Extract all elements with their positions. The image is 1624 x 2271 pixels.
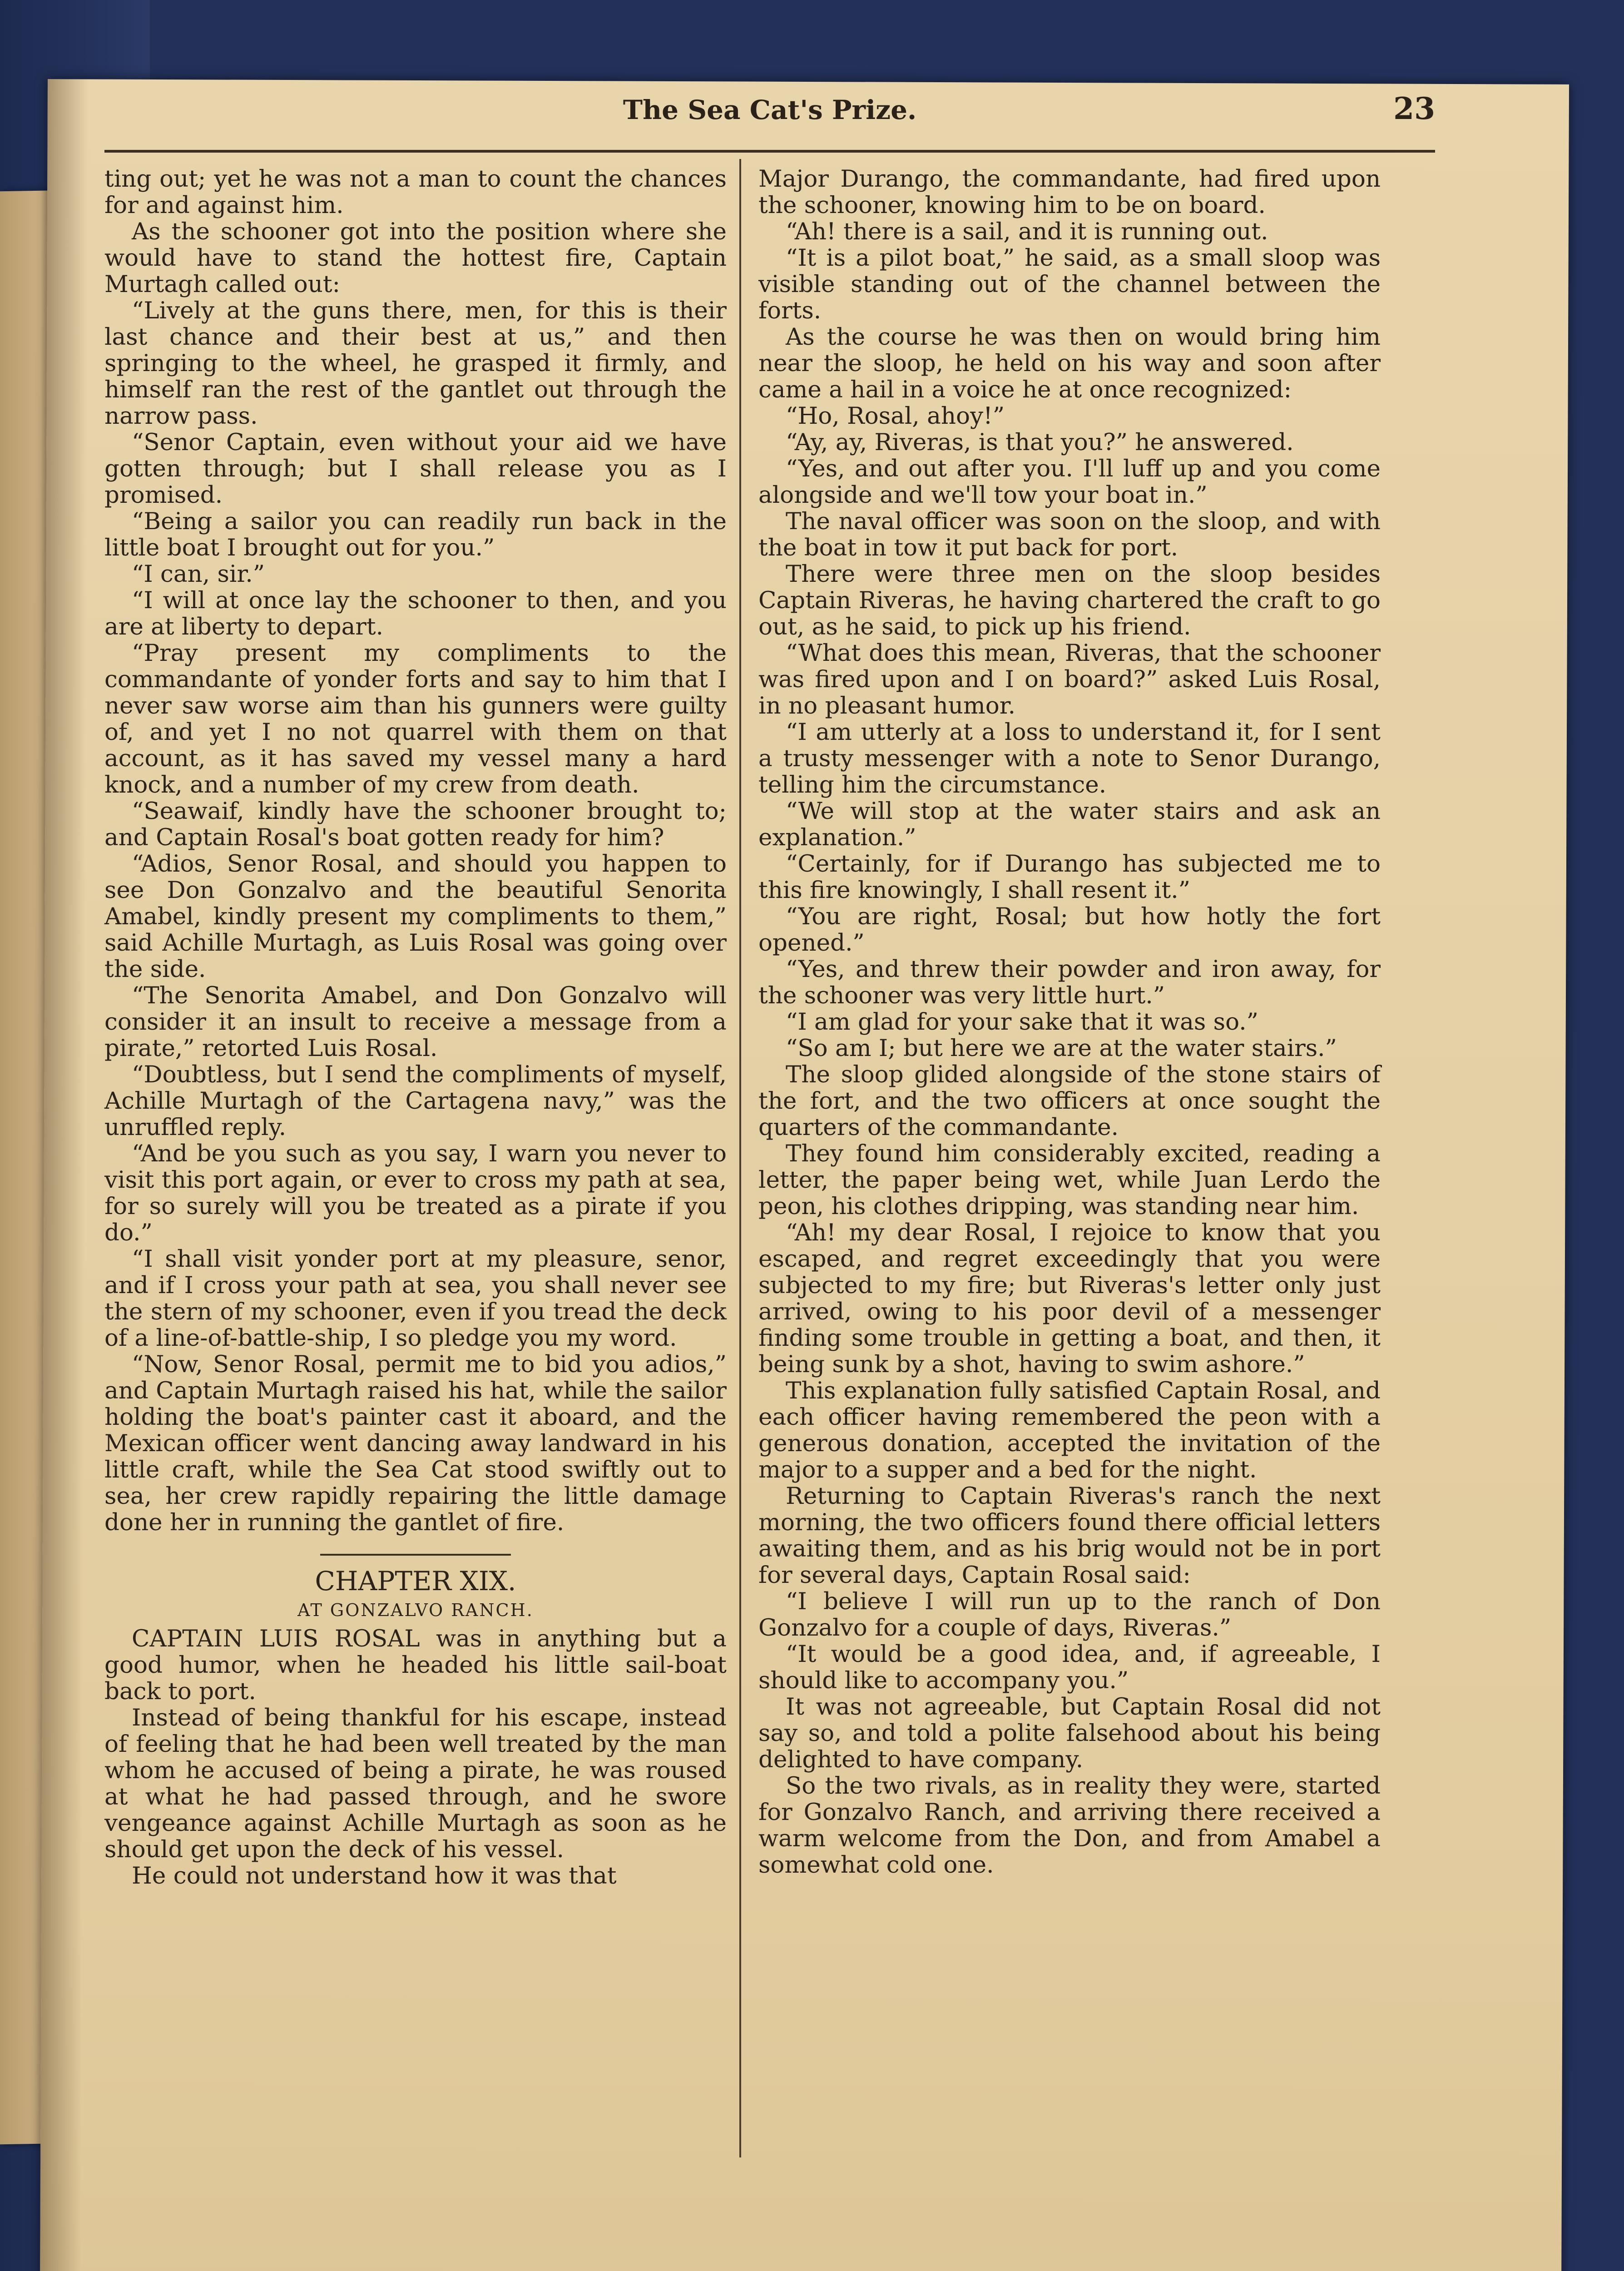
chapter-rule [320, 1554, 511, 1556]
paragraph: The sloop glided alongside of the stone stairs of the fort, and the two officers at once sought the quarters of the commandante. [758, 1061, 1381, 1141]
paragraph: “Yes, and out after you. I'll luff up and you come alongside and we'll tow your boat in.” [758, 455, 1381, 509]
paragraph: “Certainly, for if Durango has subjected me to this fire knowingly, I shall resent it.” [758, 850, 1381, 904]
paragraph: He could not understand how it was that [132, 1862, 617, 1889]
paragraph: Instead of being thankful for his escape, instead of feeling that he had been well treated by the man whom he accused of being a pirate, he was roused at what he had passed through, and he swore vengeance against Achille Murtagh as soon as he should get upon the deck of his vessel. [104, 1704, 727, 1863]
paragraph: “I am utterly at a loss to understand it, for I sent a trusty messenger with a note to Senor Durango, telling him the circumstance. [758, 719, 1381, 798]
paragraph: “Ay, ay, Riveras, is that you?” he answered. [786, 429, 1294, 456]
paragraph: “Ah! my dear Rosal, I rejoice to know that you escaped, and regret exceedingly that you were subjected to my fire; but Riveras's letter only just arrived, owing to his poor devil of a messenger finding some trouble in getting a boat, and then, it being sunk by a shot, having to swim ashore.” [758, 1219, 1381, 1378]
paragraph: “It would be a good idea, and, if agreeable, I should like to accompany you.” [758, 1641, 1381, 1694]
paragraph: As the course he was then on would bring him near the sloop, he held on his way and soon after came a hail in a voice he at once recognized: [758, 323, 1381, 403]
paragraph: It was not agreeable, but Captain Rosal did not say so, and told a polite falsehood about his being delighted to have company. [758, 1693, 1381, 1773]
paragraph: “You are right, Rosal; but how hotly the fort opened.” [758, 903, 1381, 957]
paragraph: “We will stop at the water stairs and ask an explanation.” [758, 798, 1381, 851]
paragraph: “Pray present my compliments to the commandante of yonder forts and say to him that I never saw worse aim than his gunners were guilty of, and yet I no not quarrel with them on that account, as it has saved my vessel many a hard knock, and a number of my crew from death. [104, 640, 727, 798]
paragraph: Major Durango, the commandante, had fired upon the schooner, knowing him to be on board. [758, 165, 1381, 219]
running-head-title: The Sea Cat's Prize. [623, 94, 917, 125]
column-divider [739, 159, 741, 2157]
left-column [104, 166, 727, 1889]
paragraph: CAPTAIN LUIS ROSAL was in anything but a good humor, when he headed his little sail-boat back to port. [104, 1625, 727, 1705]
paragraph: ting out; yet he was not a man to count the chances for and against him. [104, 165, 727, 219]
paragraph: Returning to Captain Riveras's ranch the next morning, the two officers found there official letters awaiting them, and as his brig would not be in port for several days, Captain Rosal said: [758, 1483, 1381, 1589]
paragraph: As the schooner got into the position where she would have to stand the hottest fire, Captain Murtagh called out: [104, 218, 727, 298]
paragraph: “And be you such as you say, I warn you never to visit this port again, or ever to cross my path at sea, for so surely will you be treated as a pirate if you do.” [104, 1140, 727, 1246]
chapter-subtitle: AT GONZALVO RANCH. [297, 1600, 534, 1620]
paragraph: They found him considerably excited, reading a letter, the paper being wet, while Juan Lerdo the peon, his clothes dripping, was standing near him. [758, 1140, 1381, 1220]
paragraph: So the two rivals, as in reality they were, started for Gonzalvo Ranch, and arriving there received a warm welcome from the Don, and from Amabel a somewhat cold one. [758, 1772, 1381, 1879]
paragraph: “I will at once lay the schooner to then, and you are at liberty to depart. [104, 587, 727, 640]
spine-shadow [40, 79, 89, 2271]
paragraph: “Lively at the guns there, men, for this is their last chance and their best at us,” and then springing to the wheel, he grasped it firmly, and himself ran the rest of the gantlet out through the narrow pass. [104, 297, 727, 430]
paragraph: “So am I; but here we are at the water stairs.” [786, 1035, 1337, 1062]
paragraph: “Now, Senor Rosal, permit me to bid you adios,” and Captain Murtagh raised his hat, while the sailor holding the boat's painter cast it aboard, and the Mexican officer went dancing away landward in his little craft, while the Sea Cat stood swiftly out to sea, her crew rapidly repairing the little damage done her in running the gantlet of fire. [104, 1351, 727, 1536]
paragraph: “Senor Captain, even without your aid we have gotten through; but I shall release you as I promised. [104, 429, 727, 509]
paragraph: “Doubtless, but I send the compliments of myself, Achille Murtagh of the Cartagena navy,” was the unruffled reply. [104, 1061, 727, 1141]
chapter-heading: CHAPTER XIX. [315, 1566, 516, 1597]
paragraph: “What does this mean, Riveras, that the schooner was fired upon and I on board?” asked Luis Rosal, in no pleasant humor. [758, 640, 1381, 719]
paragraph: “I can, sir.” [132, 560, 265, 588]
paragraph: “I shall visit yonder port at my pleasure, senor, and if I cross your path at sea, you shall never see the stern of my schooner, even if you tread the deck of a line-of-battle-ship, I so pledge you my word. [104, 1245, 727, 1352]
paragraph: “I believe I will run up to the ranch of Don Gonzalvo for a couple of days, Riveras.” [758, 1588, 1381, 1641]
running-head [104, 86, 1435, 141]
paragraph: The naval officer was soon on the sloop, and with the boat in tow it put back for port. [758, 508, 1381, 561]
paragraph: “It is a pilot boat,” he said, as a small sloop was visible standing out of the channel between the forts. [758, 244, 1381, 324]
paragraph: “The Senorita Amabel, and Don Gonzalvo will consider it an insult to receive a message from a pirate,” retorted Luis Rosal. [104, 982, 727, 1062]
paragraph: “Being a sailor you can readily run back in the little boat I brought out for you.” [104, 508, 727, 561]
paragraph: “Ah! there is a sail, and it is running out. [786, 218, 1268, 245]
paragraph: “Adios, Senor Rosal, and should you happen to see Don Gonzalvo and the beautiful Senorita Amabel, kindly present my compliments to them,” said Achille Murtagh, as Luis Rosal was going over the side. [104, 850, 727, 983]
paragraph: “Ho, Rosal, ahoy!” [786, 402, 1005, 430]
paragraph: “Yes, and threw their powder and iron away, for the schooner was very little hurt.” [758, 956, 1381, 1009]
header-rule [104, 150, 1435, 153]
right-column [758, 166, 1381, 1878]
paragraph: “I am glad for your sake that it was so.” [786, 1008, 1258, 1036]
paragraph: “Seawaif, kindly have the schooner brought to; and Captain Rosal's boat gotten ready for him? [104, 798, 727, 851]
paragraph: There were three men on the sloop besides Captain Riveras, he having chartered the craft to go out, as he said, to pick up his friend. [758, 560, 1381, 640]
page-number: 23 [1393, 91, 1435, 126]
paragraph: This explanation fully satisfied Captain Rosal, and each officer having remembered the peon with a generous donation, accepted the invitation of the major to a supper and a bed for the night. [758, 1377, 1381, 1483]
